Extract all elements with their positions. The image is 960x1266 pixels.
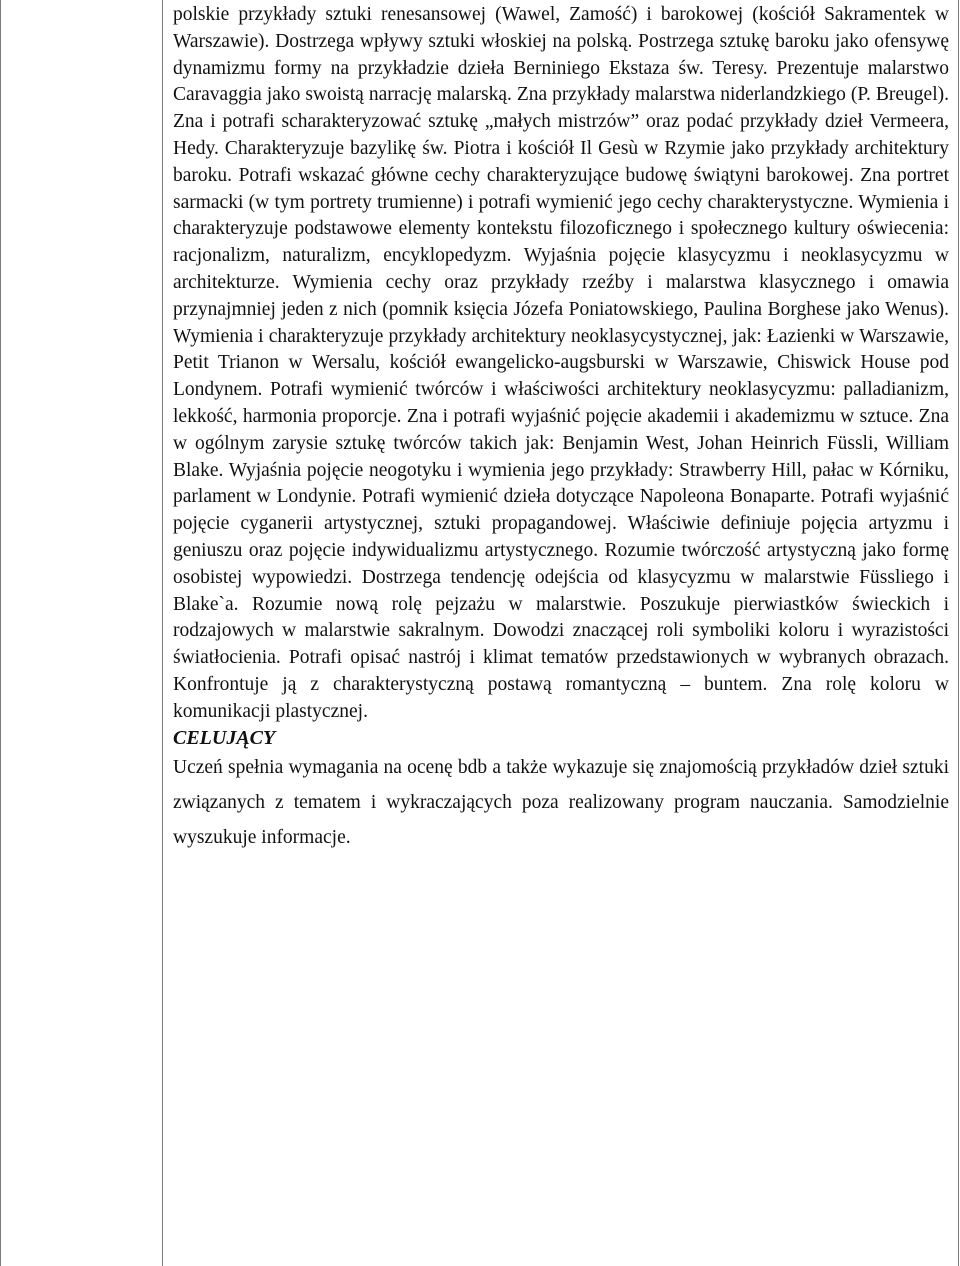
grade-heading: CELUJĄCY: [173, 726, 276, 749]
requirements-cell: [173, 2, 949, 855]
column-divider: [162, 0, 163, 1266]
table-left-border: [0, 0, 1, 1266]
grade-paragraph: Uczeń spełnia wymagania na ocenę bdb a także wykazuje się znajomością przykładów dzieł sztuki związanych z tematem i wykraczających poza realizowany program nauczania. Samodzielnie wyszukuje informacje.: [173, 756, 949, 848]
requirements-paragraph: polskie przykłady sztuki renesansowej (Wawel, Zamość) i barokowej (kościół Sakramentek w Warszawie). Dostrzega wpływy sztuki włoskiej na polską. Postrzega sztukę baroku jako ofensywę dynamizmu formy na przykładzie dzieła Berniniego Ekstaza św. Teresy. Prezentuje malarstwo Caravaggia jako swoistą narrację malarską. Zna przykłady malarstwa niderlandzkiego (P. Breugel). Zna i potrafi scharakteryzować sztukę „małych mistrzów” oraz podać przykłady dzieł Vermeera, Hedy. Charakteryzuje bazylikę św. Piotra i kościół Il Gesù w Rzymie jako przykłady architektury baroku. Potrafi wskazać główne cechy charakteryzujące budowę świątyni barokowej. Zna portret sarmacki (w tym portrety trumienne) i potrafi wymienić jego cechy charakterystyczne. Wymienia i charakteryzuje podstawowe elementy kontekstu filozoficznego i społecznego kultury oświecenia: racjonalizm, naturalizm, encyklopedyzm. Wyjaśnia pojęcie klasycyzmu i neoklasycyzmu w architekturze. Wymienia cechy oraz przykłady rzeźby i malarstwa klasycznego i omawia przynajmniej jeden z nich (pomnik księcia Józefa Poniatowskiego, Paulina Borghese jako Wenus). Wymienia i charakteryzuje przykłady architektury neoklasycystycznej, jak: Łazienki w Warszawie, Petit Trianon w Wersalu, kościół ewangelicko-augsburski w Warszawie, Chiswick House pod Londynem. Potrafi wymienić twórców i właściwości architektury neoklasycyzmu: palladianizm, lekkość, harmonia proporcje. Zna i potrafi wyjaśnić pojęcie akademii i akademizmu w sztuce. Zna w ogólnym zarysie sztukę twórców takich jak: Benjamin West, Johan Heinrich Füssli, William Blake. Wyjaśnia pojęcie neogotyku i wymienia jego przykłady: Strawberry Hill, pałac w Kórniku, parlament w Londynie. Potrafi wymienić dzieła dotyczące Napoleona Bonaparte. Potrafi wyjaśnić pojęcie cyganerii artystycznej, sztuki propagandowej. Właściwie definiuje pojęcia artyzmu i geniuszu oraz pojęcie indywidualizmu artystycznego. Rozumie twórczość artystyczną jako formę osobistej wypowiedzi. Dostrzega tendencję odejścia od klasycyzmu w malarstwie Füssliego i Blake`a. Rozumie nową rolę pejzażu w malarstwie. Poszukuje pierwiastków świeckich i rodzajowych w malarstwie sakralnym. Dowodzi znaczącej roli symboliki koloru i wyrazistości światłocienia. Potrafi opisać nastrój i klimat tematów przedstawionych w wybranych obrazach. Konfrontuje ją z charakterystyczną postawą romantyczną – buntem. Zna rolę koloru w komunikacji plastycznej.: [173, 4, 949, 722]
table-right-border: [958, 0, 959, 1266]
